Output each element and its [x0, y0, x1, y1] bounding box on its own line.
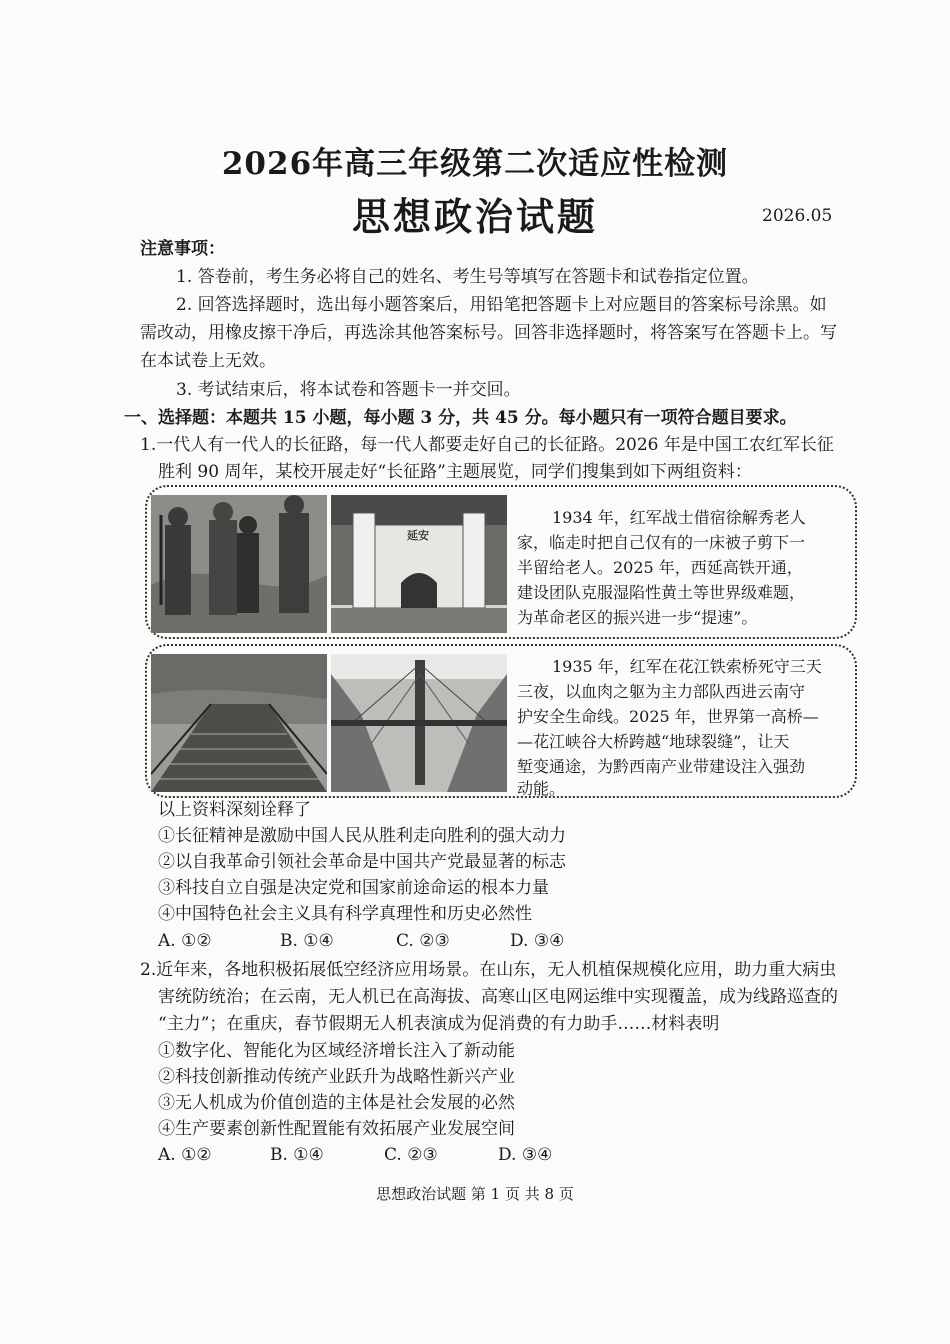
- exam-title: 2026年高三年级第二次适应性检测: [221, 146, 729, 182]
- answer-option[interactable]: A. ①②: [158, 931, 212, 951]
- notice-line: 2. 回答选择题时，选出每小题答案后，用铅笔把答题卡上对应题目的答案标号涂黑。如: [176, 295, 827, 315]
- notice-line: 3. 考试结束后，将本试卷和答题卡一并交回。: [176, 380, 521, 400]
- question-stem: 1.一代人有一代人的长征路，每一代人都要走好自己的长征路。2026 年是中国工农红军长征: [140, 435, 834, 455]
- exam-date: 2026.05: [762, 206, 833, 226]
- iron-chain-bridge-photo: [151, 654, 327, 792]
- material-text: 护安全生命线。2025 年，世界第一高桥—: [517, 707, 819, 726]
- statement-item: ④中国特色社会主义具有科学真理性和历史必然性: [158, 904, 532, 924]
- material-text: 动能。: [517, 779, 566, 798]
- answer-option[interactable]: B. ①④: [280, 931, 334, 951]
- statement-item: ②科技创新推动传统产业跃升为战略性新兴产业: [158, 1067, 515, 1087]
- section-heading: 一、选择题：本题共 15 小题，每小题 3 分，共 45 分。每小题只有一项符合题目要求。: [124, 408, 797, 428]
- station-sign: 延安: [407, 529, 429, 542]
- answer-option[interactable]: B. ①④: [270, 1145, 324, 1165]
- material-text: —花江峡谷大桥跨越“地球裂缝”，让天: [517, 732, 790, 751]
- material-text: 1934 年，红军战士借宿徐解秀老人: [552, 508, 806, 527]
- material-text: 1935 年，红军在花江铁索桥死守三天: [552, 657, 822, 676]
- question-stem: 2.近年来，各地积极拓展低空经济应用场景。在山东，无人机植保规模化应用，助力重大病虫: [140, 960, 837, 980]
- statement-item: ④生产要素创新性配置能有效拓展产业发展空间: [158, 1119, 515, 1139]
- statement-item: ③无人机成为价值创造的主体是社会发展的必然: [158, 1093, 515, 1113]
- huajiang-bridge-photo: [331, 654, 507, 792]
- notice-line: 需改动，用橡皮擦干净后，再选涂其他答案标号。回答非选择题时，将答案写在答题卡上。写: [140, 323, 837, 343]
- soldiers-statue-photo: [151, 495, 327, 633]
- page-footer: 思想政治试题 第 1 页 共 8 页: [376, 1185, 574, 1203]
- statement-item: ②以自我革命引领社会革命是中国共产党最显著的标志: [158, 852, 566, 872]
- material-text: 半留给老人。2025 年，西延高铁开通，: [517, 558, 803, 577]
- material-text: 堑变通途，为黔西南产业带建设注入强劲: [517, 757, 806, 776]
- statement-item: ①数字化、智能化为区域经济增长注入了新动能: [158, 1041, 515, 1061]
- yanan-station-photo: [331, 495, 507, 633]
- notice-line: 在本试卷上无效。: [140, 351, 276, 371]
- answer-option[interactable]: D. ③④: [498, 1145, 553, 1165]
- material-box-2: [145, 644, 857, 798]
- material-box-1: [145, 485, 857, 639]
- subject-title: 思想政治试题: [351, 194, 598, 239]
- question-stem: 胜利 90 周年，某校开展走好“长征路”主题展览，同学们搜集到如下两组资料：: [158, 462, 752, 482]
- material-text: 三夜，以血肉之躯为主力部队西进云南守: [517, 682, 806, 701]
- statement-item: ①长征精神是激励中国人民从胜利走向胜利的强大动力: [158, 826, 566, 846]
- material-text: 家，临走时把自己仅有的一床被子剪下一: [517, 533, 806, 552]
- answer-option[interactable]: C. ②③: [384, 1145, 438, 1165]
- question-stem: 害统防统治；在云南，无人机已在高海拔、高寒山区电网运维中实现覆盖，成为线路巡查的: [158, 987, 838, 1007]
- material-text: 为革命老区的振兴进一步“提速”。: [517, 608, 758, 627]
- question-stem: “主力”；在重庆，春节假期无人机表演成为促消费的有力助手……材料表明: [158, 1014, 720, 1034]
- answer-option[interactable]: A. ①②: [158, 1145, 212, 1165]
- answer-option[interactable]: D. ③④: [510, 931, 565, 951]
- answer-option[interactable]: C. ②③: [396, 931, 450, 951]
- notice-line: 1. 答卷前，考生务必将自己的姓名、考生号等填写在答题卡和试卷指定位置。: [176, 267, 759, 287]
- statement-item: ③科技自立自强是决定党和国家前途命运的根本力量: [158, 878, 549, 898]
- question-lead: 以上资料深刻诠释了: [158, 800, 311, 820]
- material-text: 建设团队克服湿陷性黄土等世界级难题，: [517, 583, 806, 602]
- notice-heading: 注意事项：: [140, 239, 225, 259]
